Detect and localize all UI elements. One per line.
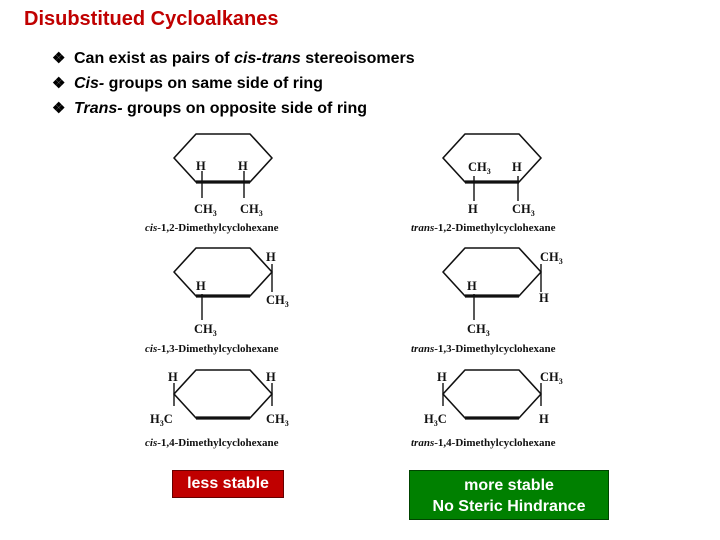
cis12-top-left-label: H	[196, 159, 206, 173]
trans13-name: -1,3-Dimethylcyclohexane	[434, 343, 556, 355]
trans12-top-left-label: CH	[468, 160, 487, 174]
bullet-text: Can exist as pairs of	[74, 50, 235, 67]
svg-text:CH3	[266, 293, 289, 309]
svg-text:CH3	[194, 202, 217, 218]
trans14-top-right-label: CH	[540, 370, 559, 384]
cis-1-3-structure	[145, 248, 289, 355]
svg-text:CH3	[512, 202, 535, 218]
bullet-italic: Trans-	[74, 100, 123, 117]
svg-text:cis-1,3-Dimethylcyclohexane	[145, 343, 279, 355]
trans12-top-left-sub: 3	[486, 167, 491, 176]
cis12-top-right-label: H	[238, 159, 248, 173]
bullet-italic: Cis-	[74, 75, 105, 92]
bullet-diamond-icon: ❖	[52, 50, 66, 67]
trans-1-3-structure	[411, 248, 563, 355]
trans13-bottom-label: CH	[467, 322, 486, 336]
cis12-name: -1,2-Dimethylcyclohexane	[157, 222, 279, 234]
svg-text:trans-1,3-Dimethylcyclohexane	[411, 343, 556, 355]
svg-text:CH3	[540, 250, 563, 266]
trans13-right-top-label: CH	[540, 250, 559, 264]
svg-text:trans-1,2-Dimethylcyclohexane	[411, 222, 556, 234]
trans14-top-left-label: H	[437, 370, 447, 384]
cis-1-2-structure	[145, 134, 279, 234]
trans12-name: -1,2-Dimethylcyclohexane	[434, 222, 556, 234]
trans13-bottom-sub: 3	[485, 329, 490, 338]
bullet-tail: stereoisomers	[300, 50, 415, 67]
trans12-bottom-left-label: H	[468, 202, 478, 216]
svg-text:CH3	[540, 370, 563, 386]
cis14-bottom-right-sub: 3	[284, 419, 289, 428]
svg-text:CH3	[468, 160, 491, 176]
trans-1-4-structure	[411, 370, 563, 449]
cis14-bottom-left-label: H	[150, 412, 160, 426]
svg-text:H3C	[150, 412, 173, 428]
trans14-bottom-right-label: H	[539, 412, 549, 426]
trans12-bottom-right-sub: 3	[530, 209, 535, 218]
trans14-bottom-left-label: H	[424, 412, 434, 426]
slide-title: Disubstitued Cycloalkanes	[24, 8, 279, 30]
trans-1-2-structure	[411, 134, 556, 234]
cis14-bottom-right-label: CH	[266, 412, 285, 426]
svg-text:CH3	[266, 412, 289, 428]
cis12-bottom-left-label: CH	[194, 202, 213, 216]
cis12-prefix: cis	[145, 222, 158, 234]
cis14-top-left-label: H	[168, 370, 178, 384]
trans13-prefix: trans	[411, 343, 435, 355]
cis14-prefix: cis	[145, 437, 158, 449]
trans13-right-top-sub: 3	[558, 257, 563, 266]
cis-1-4-structure	[145, 370, 289, 449]
cis12-bottom-right-sub: 3	[258, 209, 263, 218]
cis13-right-top-label: H	[266, 250, 276, 264]
trans12-bottom-right-label: CH	[512, 202, 531, 216]
trans14-prefix: trans	[411, 437, 435, 449]
cis14-top-right-label: H	[266, 370, 276, 384]
svg-text:cis-1,4-Dimethylcyclohexane	[145, 437, 279, 449]
trans13-left-mid-label: H	[467, 279, 477, 293]
trans12-top-right-label: H	[512, 160, 522, 174]
cis12-bottom-right-label: CH	[240, 202, 259, 216]
cis13-left-mid-label: H	[196, 279, 206, 293]
bullet-text: groups on opposite side of ring	[122, 100, 368, 117]
cis13-prefix: cis	[145, 343, 158, 355]
more-stable-line: more stable	[464, 477, 554, 494]
trans14-bottom-left-tail: C	[437, 412, 447, 426]
trans14-name: -1,4-Dimethylcyclohexane	[434, 437, 556, 449]
cis14-bottom-left-tail: C	[163, 412, 173, 426]
cis13-name: -1,3-Dimethylcyclohexane	[157, 343, 279, 355]
no-steric-hindrance-line: No Steric Hindrance	[432, 498, 586, 515]
bullet-text: groups on same side of ring	[104, 75, 323, 92]
cis12-bottom-left-sub: 3	[212, 209, 217, 218]
trans12-prefix: trans	[411, 222, 435, 234]
cis14-bottom-left-sub: 3	[159, 419, 164, 428]
cis13-right-bottom-label: CH	[266, 293, 285, 307]
svg-text:CH3	[240, 202, 263, 218]
cis13-right-bottom-sub: 3	[284, 300, 289, 309]
bullet-italic: cis-trans	[234, 50, 301, 67]
more-stable-label	[409, 470, 609, 520]
bullet-diamond-icon: ❖	[52, 75, 66, 92]
bullet-diamond-icon: ❖	[52, 100, 66, 117]
trans14-top-right-sub: 3	[558, 377, 563, 386]
svg-text:CH3	[194, 322, 217, 338]
cis14-name: -1,4-Dimethylcyclohexane	[157, 437, 279, 449]
cis13-bottom-label: CH	[194, 322, 213, 336]
svg-text:CH3	[467, 322, 490, 338]
trans13-right-bottom-label: H	[539, 291, 549, 305]
less-stable-label: less stable	[172, 470, 284, 498]
svg-text:H3C	[424, 412, 447, 428]
trans14-bottom-left-sub: 3	[433, 419, 438, 428]
svg-text:cis-1,2-Dimethylcyclohexane	[145, 222, 279, 234]
cis13-bottom-sub: 3	[212, 329, 217, 338]
svg-text:trans-1,4-Dimethylcyclohexane	[411, 437, 556, 449]
